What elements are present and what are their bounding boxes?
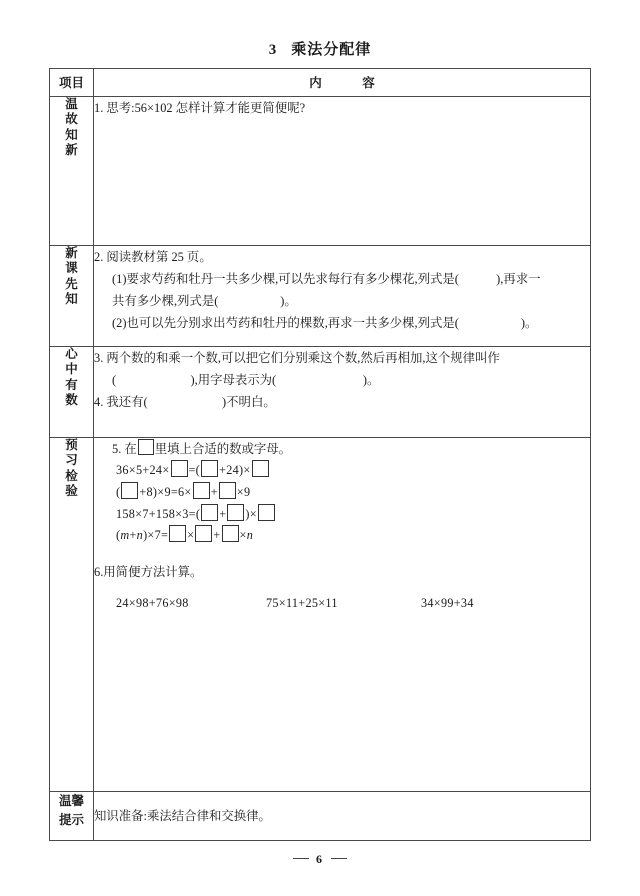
question-2-part-2: (2)也可以先分别求出芍药和牡丹的棵数,再求一共多少棵,列式是( )。 — [112, 316, 538, 331]
question-2-part-1a: (1)要求芍药和牡丹一共多少棵,可以先求每行有多少棵花,列式是( ),再求一 — [112, 272, 541, 287]
footer-dash-right — [331, 858, 347, 859]
row-content-tip — [94, 792, 591, 841]
answer-box[interactable] — [138, 439, 154, 455]
answer-box[interactable] — [193, 482, 210, 499]
equation-3: 158×7+158×3=( + )× — [94, 504, 590, 526]
row-label-review — [50, 97, 94, 246]
equation-1: 36×5+24× =( +24)× — [94, 460, 590, 482]
question-3: 3. 两个数的和乘一个数,可以把它们分别乘这个数,然后再相加,这个规律叫作 — [94, 351, 500, 365]
calc-expression-1: 24×98+76×98 — [116, 596, 189, 611]
answer-box[interactable] — [227, 504, 244, 521]
row-content-review — [94, 97, 591, 246]
table-row — [50, 438, 591, 792]
worksheet-table — [49, 68, 591, 841]
answer-box[interactable] — [201, 504, 218, 521]
row-label-text: 预习检验 — [65, 438, 78, 498]
table-row — [50, 347, 591, 438]
row-content-preview — [94, 246, 591, 347]
question-1: 1. 思考:56×102 怎样计算才能更简便呢? — [94, 101, 306, 115]
row-label-text: 心中有数 — [65, 347, 78, 407]
question-4: 4. 我还有( )不明白。 — [94, 395, 276, 410]
row-label-text-line1: 温馨 — [58, 794, 84, 808]
row-label-check — [50, 438, 94, 792]
header-cell-label: 项目 — [50, 69, 94, 97]
table-row — [50, 246, 591, 347]
page-title-text: 乘法分配律 — [291, 42, 372, 58]
answer-box[interactable] — [195, 525, 212, 542]
question-5-prompt-tail: 里填上合适的数或字母。 — [154, 442, 292, 456]
row-label-text: 温故知新 — [65, 97, 78, 157]
question-5-prompt — [94, 438, 590, 460]
answer-box[interactable] — [121, 482, 138, 499]
tip-text: 知识准备:乘法结合律和交换律。 — [94, 808, 271, 823]
row-label-understand — [50, 347, 94, 438]
calc-expression-2: 75×11+25×11 — [266, 596, 338, 611]
equation-4: (m+n)×7= × + ×n — [94, 525, 590, 547]
page-title-number: 3 — [268, 42, 278, 58]
table-header-row — [50, 69, 591, 97]
question-2-part-1b: 共有多少棵,列式是( )。 — [112, 294, 297, 309]
row-label-tip — [50, 792, 94, 841]
question-3-cont: ( ),用字母表示为( )。 — [112, 373, 380, 388]
page-number: 6 — [316, 852, 324, 866]
page-title — [0, 38, 640, 59]
answer-box[interactable] — [169, 525, 186, 542]
question-6-prompt: 6.用简便方法计算。 — [94, 564, 203, 579]
equation-2: ( +8)×9=6× + ×9 — [94, 482, 590, 504]
question-6-expressions — [94, 593, 590, 615]
header-cell-content: 内 容 — [94, 69, 591, 97]
answer-box[interactable] — [201, 460, 218, 477]
table-row — [50, 97, 591, 246]
calc-expression-3: 34×99+34 — [421, 596, 474, 611]
page-footer — [0, 852, 640, 867]
answer-box[interactable] — [252, 460, 269, 477]
answer-box[interactable] — [222, 525, 239, 542]
table-row — [50, 792, 591, 841]
answer-box[interactable] — [171, 460, 188, 477]
answer-box[interactable] — [219, 482, 236, 499]
answer-box[interactable] — [258, 504, 275, 521]
row-label-preview — [50, 246, 94, 347]
row-label-text-line2: 提示 — [58, 813, 84, 828]
row-label-text: 新课先知 — [65, 246, 78, 306]
footer-dash-left — [293, 858, 309, 859]
row-content-check — [94, 438, 591, 792]
question-2: 2. 阅读教材第 25 页。 — [94, 250, 212, 264]
row-content-understand — [94, 347, 591, 438]
question-5-prompt-head: 5. 在 — [112, 442, 137, 456]
